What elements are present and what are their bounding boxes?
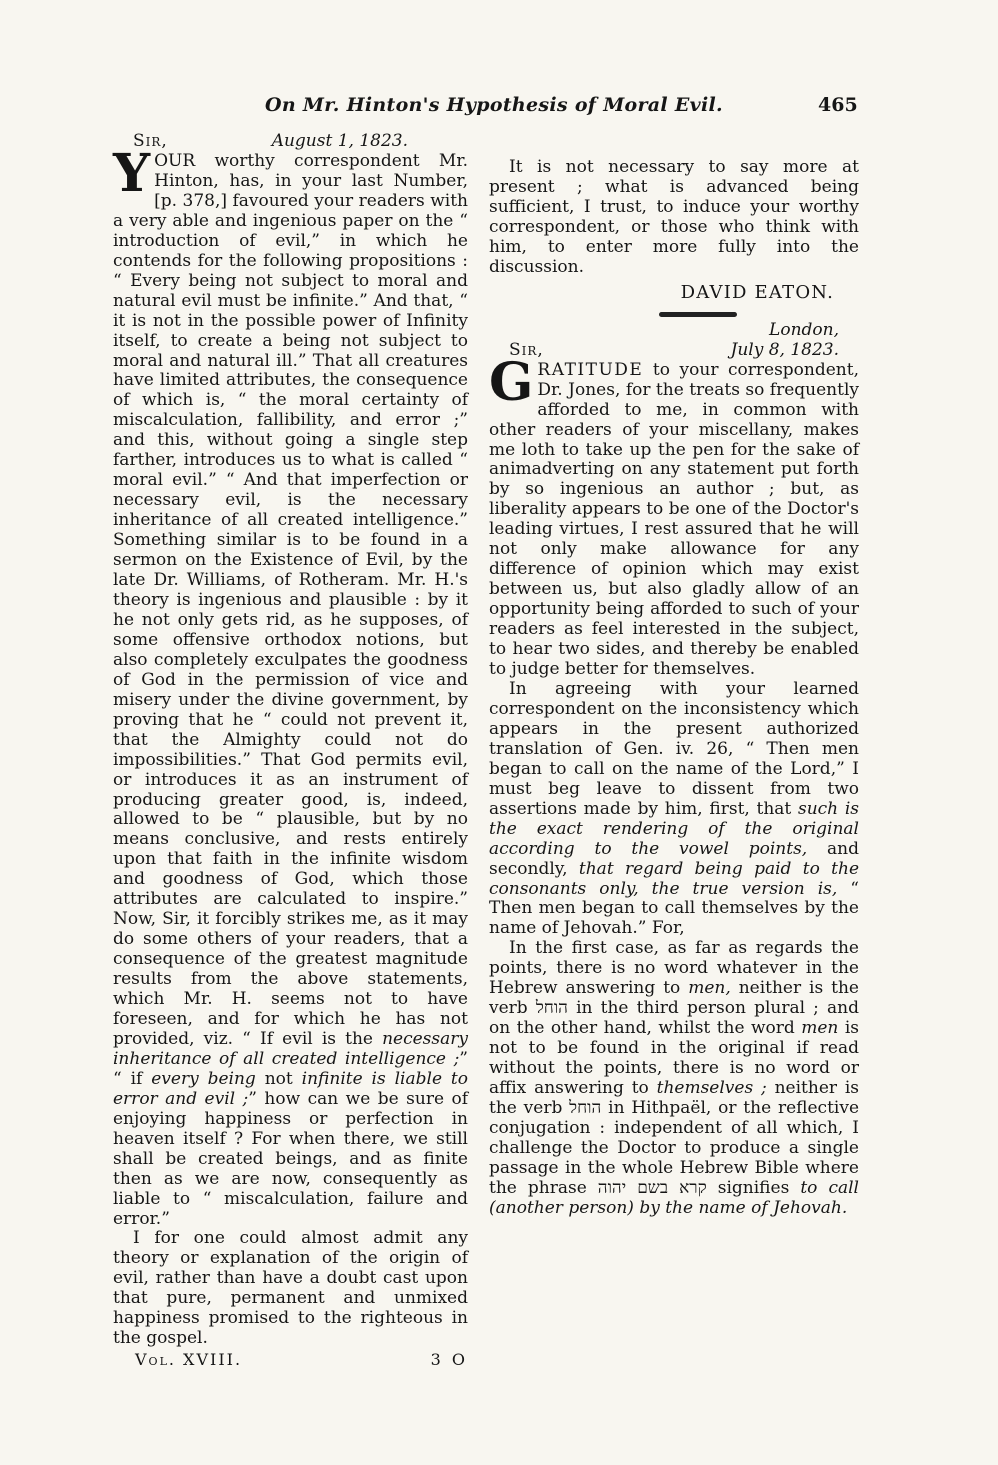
letter1-paragraph-2: I for one could almost admit any theory or explanation of the origin of evil, rather than have a doubt cast upon that pure, permanent and unmixed happiness promised to the righteous in the gospel.	[113, 1228, 468, 1349]
letter2-p2-text-a: In agreeing with your learned correspondent on the inconsistency which appears in the present authorized translation of Gen. iv. 26, “ Then men began to call on the name of the Lord,” I must beg leave to dissent from two assertions made by him, first, that	[489, 678, 859, 819]
letter2-p3-text-d: is not to be found in the original if read without the points, there is no word or affix answering to	[489, 1018, 859, 1099]
running-title: On Mr. Hinton's Hypothesis of Moral Evil.	[265, 94, 723, 116]
letter2-paragraph-2	[489, 680, 859, 939]
letter2-p3-text-b: neither is the verb	[489, 978, 859, 1019]
hebrew-word-1: הוחל	[535, 998, 568, 1019]
letter2-p2-italic-2: that regard being paid to the consonants only, the true version is,	[489, 858, 860, 899]
letter2-p3-italic-3: themselves ;	[656, 1078, 767, 1099]
letter2-p3-italic-4: to call (another person) by the name of Jehovah.	[489, 1177, 859, 1218]
letter1-salutation-row	[113, 132, 468, 152]
letter2-paragraph-1	[489, 351, 859, 680]
letter1-italic-3: infinite is liable to error and evil ;	[113, 1068, 468, 1109]
letter1-italic-2: every being	[151, 1068, 256, 1089]
letter1-opening: OUR worthy correspondent Mr. Hinton, has, in your last Number, [p. 378,] favoured your readers with a very able and ingenious paper on the “ introduction of evil,” in which he contends for the following propositions : “ Every being not subject to moral and natural evil must be infinite.” And that, “ it is not in the possible power of Infinity itself, to create a being not subject to moral and natural ill.” That all creatures have limited attributes, the consequence of which is, “ the moral certainty of miscalculation, fallibility, and error ;” and this, without going a single step farther, introduces us to what is called “ moral evil.” “ And that imperfection or necessary evil, is the necessary inheritance of all created intelligence.” Something similar is to be found in a sermon on the Existence of Evil, by the late Dr. Williams, of Rotheram. Mr. H.'s theory is ingenious and plausible : by it he not only gets rid, as he supposes, of some offensive orthodox notions, but also completely exculpates the goodness of God in the permission of vice and misery under the divine government, by proving that he “ could not prevent it, that the Almighty could not do impossibilities.” That God permits evil, or introduces it as an instrument of producing greater good, is, indeed, allowed to be “ plausible, but by no means conclusive, and rests entirely upon that faith in the infinite wisdom and goodness of God, which those attributes are calculated to inspire.” Now, Sir, it forcibly strikes me, as it may do some others of your readers, that a consequence of the greatest magnitude results from the above statements, which Mr. H. seems not to have foreseen, and for which he has not provided, viz. “ If evil is the	[113, 151, 468, 1049]
hebrew-phrase: קרא בשם יהוה	[597, 1177, 707, 1198]
letter2-salutation: Sir,	[509, 339, 544, 360]
letter2-p2-italic-1: such is the exact rendering of the original according to the vowel points,	[489, 798, 859, 859]
letter1-date: August 1, 1823.	[271, 131, 408, 151]
letter1-paragraph-1	[113, 143, 468, 1229]
letter2-opening: to your correspondent, Dr. Jones, for the treats so frequently afforded to me, in common with other readers of your miscellany, makes me loth to take up the pen for the sake of animadverting on any statement put forth by so ingenious an author ; but, as liberality appears to be one of the Doctor's leading virtues, I rest assured that he will not only make allowance for any difference of opinion which may exist between us, but also gladly allow of an opportunity being afforded to such of your readers as feel interested in the subject, to hear two sides, and thereby be enabled to judge better for themselves.	[489, 359, 859, 680]
letter2-p3-italic-1: men,	[688, 978, 731, 999]
letter2-place: London,	[769, 319, 839, 340]
letter2-date: July 8, 1823.	[730, 339, 839, 360]
letter2-p3-text-c: in the third person plural ; and on the other hand, whilst the word	[489, 998, 859, 1039]
left-column	[113, 132, 468, 1349]
letter2-salutation-row	[489, 341, 859, 361]
letter2-p3-text-g: signifies	[706, 1177, 801, 1198]
running-header	[0, 94, 998, 124]
letter2-p3-text-f: in Hithpaël, or the reflective conjugation : independent of all which, I challenge the Doctor to produce a single passage in the whole Hebrew Bible where the phrase	[489, 1097, 860, 1198]
letter1-signature: DAVID EATON.	[680, 281, 834, 303]
letter2-p3-text-a: In the first case, as far as regards the points, there is no word whatever in the Hebrew answering to	[489, 938, 859, 999]
letter2-lead: RATITUDE	[537, 359, 644, 380]
letter1-mid-2: not	[255, 1068, 302, 1089]
letter2-dropcap: G	[489, 351, 534, 413]
letter2-paragraph-3	[489, 939, 859, 1218]
right-column	[489, 158, 859, 1219]
letter1-dropcap: Y	[113, 143, 151, 204]
letter2-p2-text-b: and secondly,	[489, 838, 860, 879]
section-divider	[659, 312, 737, 317]
letter1-paragraph-3: It is not necessary to say more at present ; what is advanced being sufficient, I trust, to induce your worthy correspondent, or those who think with him, to enter more fully into the discussion.	[489, 157, 859, 277]
page-number: 465	[818, 94, 858, 116]
letter1-salutation: Sir,	[133, 131, 168, 151]
letter2-p3-italic-2: men	[801, 1018, 839, 1039]
hebrew-word-2: הוחל	[569, 1097, 602, 1118]
letter1-mid-1: ” “ if	[113, 1048, 468, 1089]
letter1-italic-1: necessary inheritance of all created intelligence ;	[113, 1028, 468, 1069]
signature-mark: 3 O	[430, 1350, 468, 1369]
letter2-p2-text-c: “ Then men began to call themselves by the name of Jehovah.” For,	[489, 878, 859, 939]
letter2-p3-text-e: neither is the verb	[489, 1078, 860, 1118]
page-footer	[113, 1350, 468, 1372]
letter1-rest: ” how can we be sure of enjoying happiness or perfection in heaven itself ? For when there, we still shall be created beings, and as finite then as we are now, consequently as liable to “ miscalculation, failure and error.”	[113, 1088, 468, 1229]
volume-label: Vol. XVIII.	[135, 1350, 243, 1369]
